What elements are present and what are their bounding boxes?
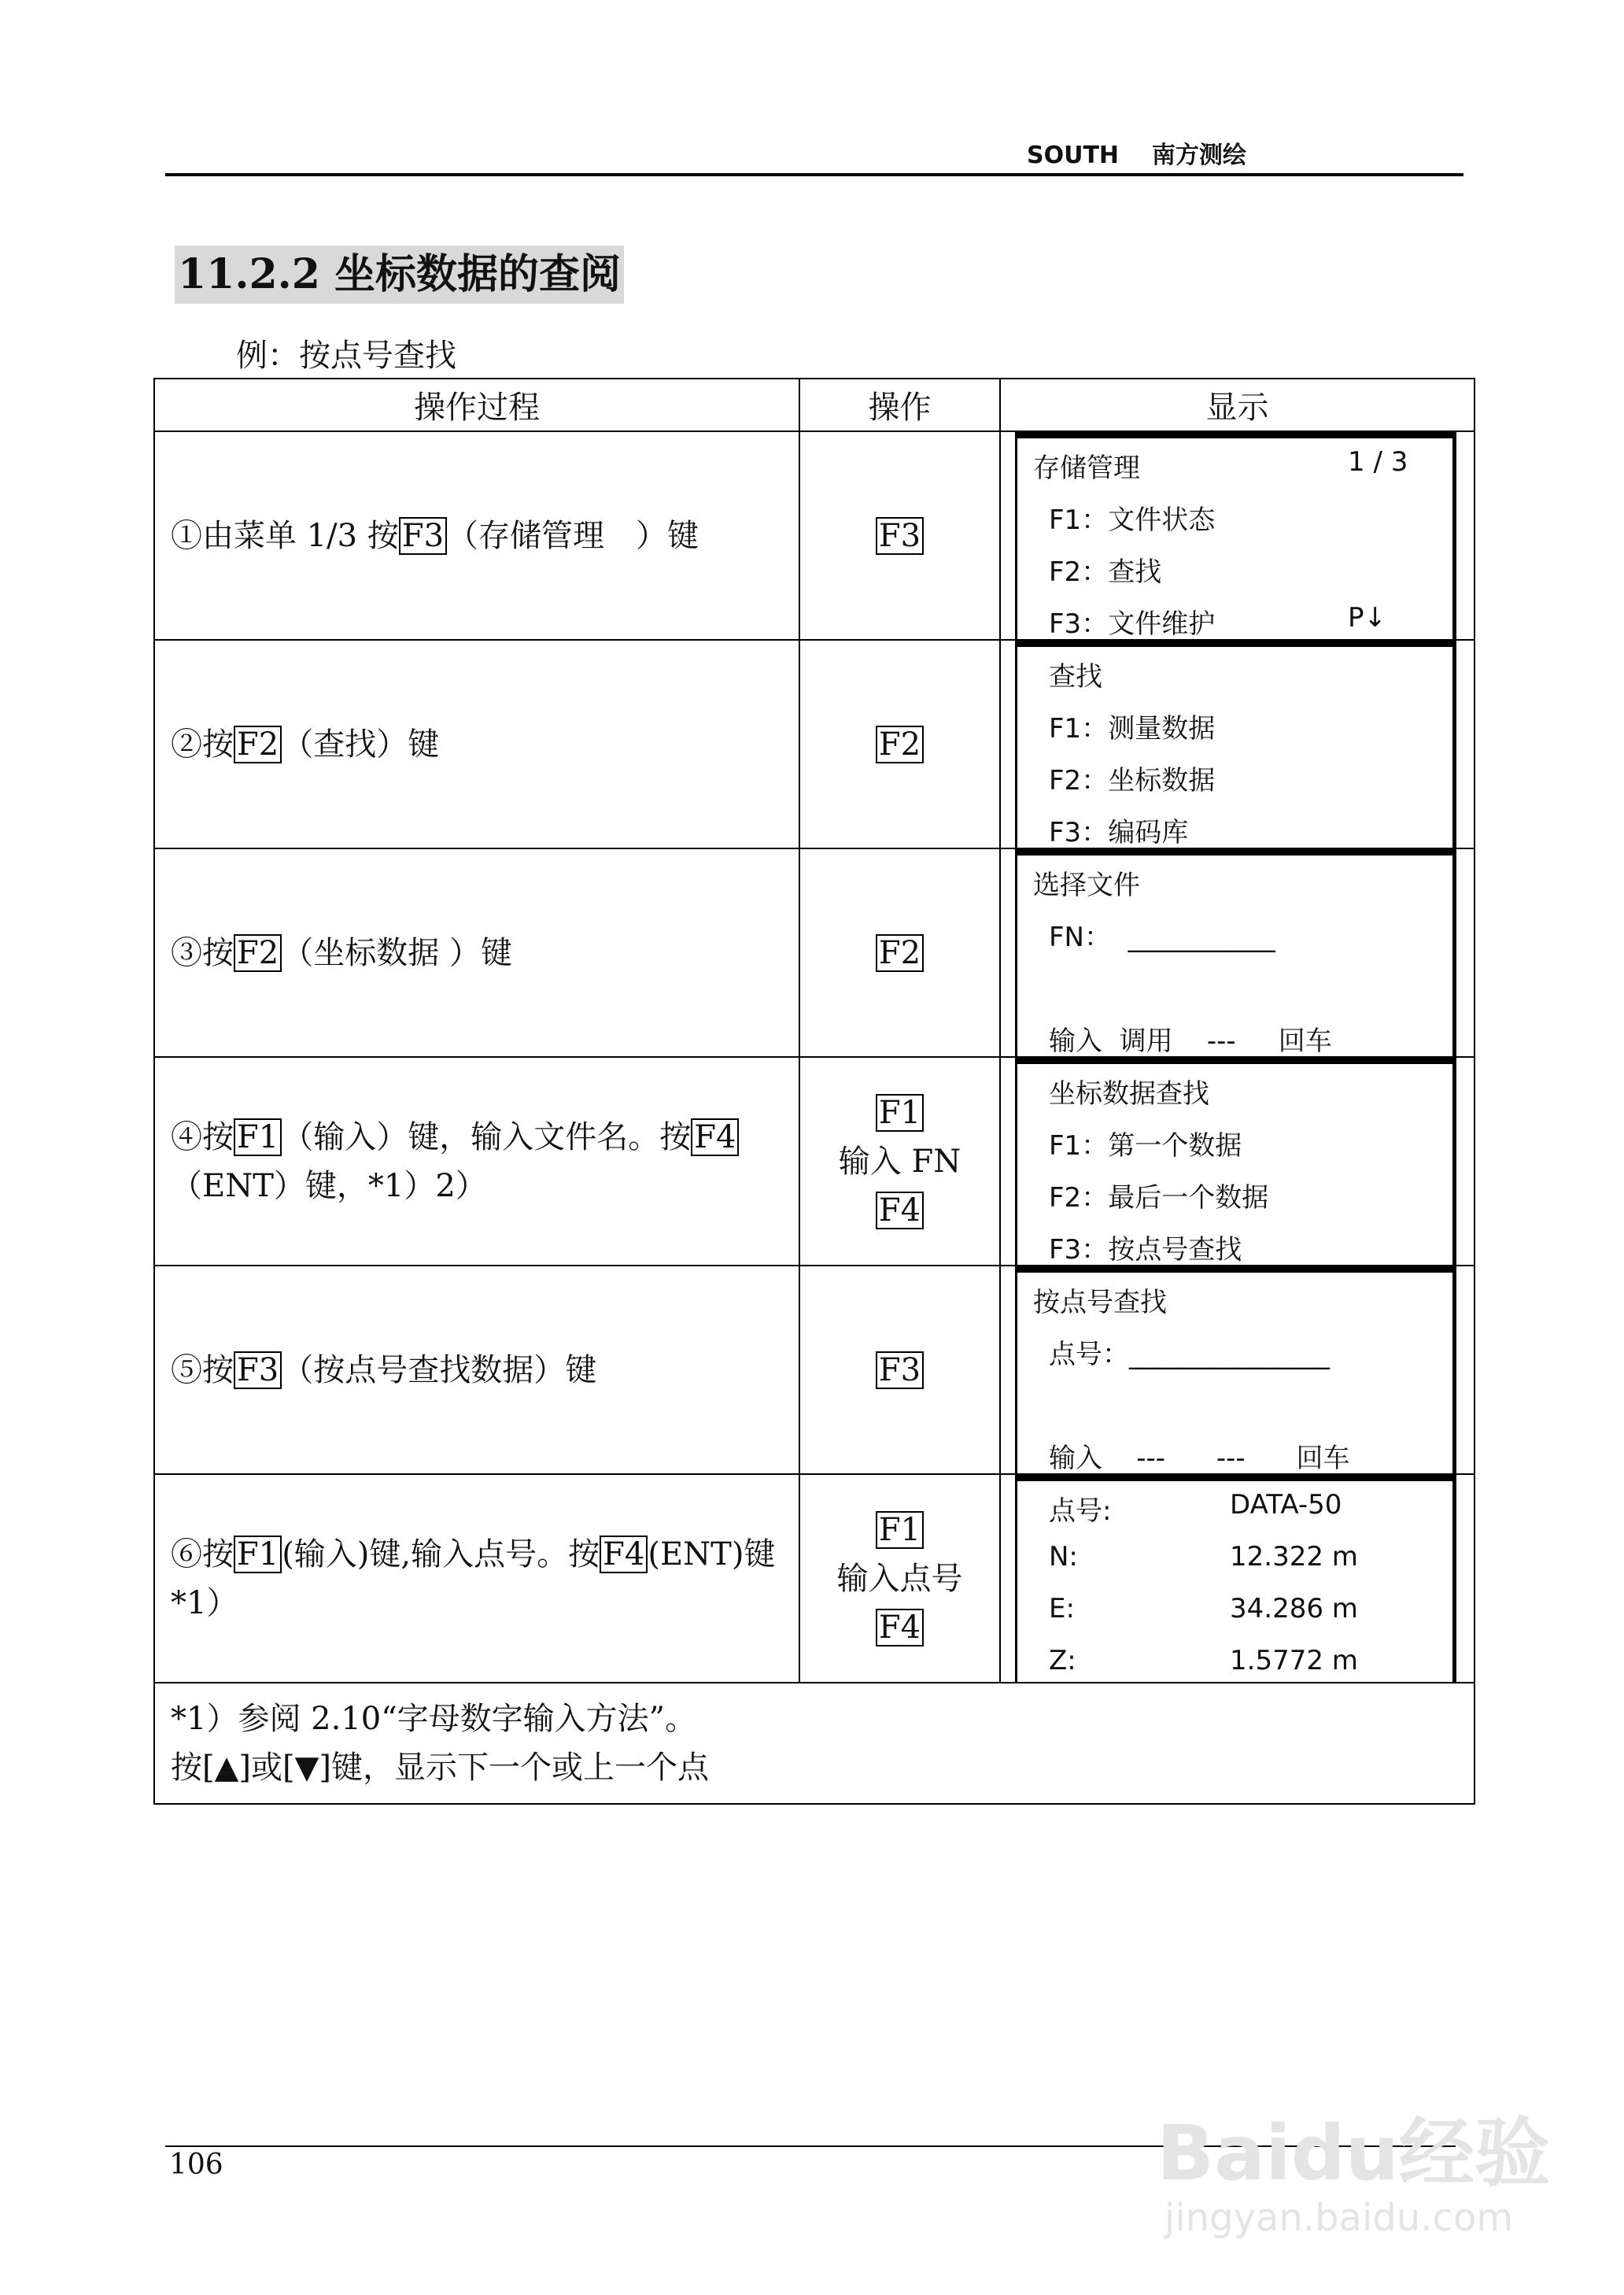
brand: SOUTH (1027, 142, 1120, 169)
lcd-screen (1015, 1058, 1456, 1265)
process-text: （ENT）键，*1）2） (171, 1167, 487, 1204)
process-text: ②按 (171, 726, 234, 763)
table-row (154, 1474, 1475, 1683)
process-text: （按点号查找数据）键 (282, 1351, 597, 1388)
display-cell (1000, 640, 1475, 848)
lcd-value: 12.322 m (1230, 1541, 1358, 1572)
key-label: F2 (876, 726, 924, 763)
operation-cell (799, 1057, 1000, 1266)
lcd-value: 34.286 m (1230, 1593, 1358, 1624)
key-label: F4 (876, 1609, 924, 1646)
lcd-line: 输入 --- --- 回车 (1049, 1443, 1350, 1474)
watermark-url: jingyan.baidu.com (1164, 2196, 1513, 2240)
table-row (154, 848, 1475, 1057)
page-number: 106 (169, 2149, 223, 2181)
lcd-line: F2：坐标数据 (1049, 765, 1216, 796)
lcd-line: 输入 调用 --- 回车 (1049, 1026, 1332, 1057)
display-cell (1000, 1057, 1475, 1266)
lcd-line: F2：查找 (1049, 556, 1162, 588)
operation-text: 输入 FN (838, 1143, 961, 1180)
process-cell (154, 1266, 799, 1474)
operation-cell (799, 640, 1000, 848)
lcd-value: 1 / 3 (1348, 446, 1408, 478)
lcd-line: E: (1049, 1593, 1075, 1624)
process-cell (154, 431, 799, 640)
table-row (154, 1266, 1475, 1474)
note: *1）参阅 2.10“字母数字输入方法”。 (171, 1701, 697, 1737)
lcd-value: P↓ (1348, 602, 1386, 634)
operation-cell (799, 848, 1000, 1057)
process-cell (154, 640, 799, 848)
lcd-screen (1015, 432, 1456, 639)
operation-cell (799, 431, 1000, 640)
key-label: F3 (399, 517, 447, 555)
key-label: F1 (234, 1118, 282, 1156)
company: 南方测绘 (1151, 142, 1246, 169)
process-cell (154, 848, 799, 1057)
lcd-line: FN： ___________ (1049, 922, 1275, 953)
key-label: F1 (234, 1536, 282, 1573)
col-header-display: 显示 (1000, 379, 1475, 431)
key-label: F3 (876, 1351, 924, 1389)
lcd-line: 点号: (1049, 1495, 1112, 1527)
lcd-line: F3：按点号查找 (1049, 1234, 1242, 1266)
lcd-line: N: (1049, 1541, 1078, 1572)
display-cell (1000, 431, 1475, 640)
lcd-line: F1：第一个数据 (1049, 1130, 1242, 1162)
process-text: ①由菜单 1/3 按 (171, 517, 399, 554)
lcd-line: F2：最后一个数据 (1049, 1182, 1269, 1214)
key-label: F3 (234, 1351, 282, 1389)
lcd-value: DATA-50 (1230, 1489, 1342, 1521)
process-text: (ENT)键*1） (171, 1536, 776, 1621)
table-row (154, 1057, 1475, 1266)
lcd-line: 点号：_______________ (1049, 1339, 1330, 1370)
col-header-process: 操作过程 (154, 379, 799, 431)
process-cell (154, 1057, 799, 1266)
key-label: F2 (234, 934, 282, 972)
procedure-table (153, 378, 1475, 1805)
col-header-operation: 操作 (799, 379, 1000, 431)
lcd-line: Z: (1049, 1645, 1076, 1676)
lcd-line: F3：文件维护 (1049, 608, 1216, 640)
process-text: （输入）键，输入文件名。按 (282, 1118, 692, 1155)
lcd-line: F3：编码库 (1049, 817, 1189, 848)
process-text: ⑤按 (171, 1351, 234, 1388)
lcd-line: 选择文件 (1033, 870, 1140, 901)
note: 按[▲]或[▼]键，显示下一个或上一个点 (171, 1750, 709, 1786)
process-text: (输入)键,输入点号。按 (282, 1536, 600, 1572)
lcd-line: 按点号查找 (1033, 1287, 1167, 1318)
lcd-screen (1015, 641, 1456, 848)
lcd-line: 存储管理 (1033, 453, 1140, 484)
key-label: F2 (234, 726, 282, 763)
process-text: ⑥按 (171, 1536, 234, 1572)
section-title: 11.2.2 坐标数据的查阅 (175, 246, 624, 304)
key-label: F3 (876, 517, 924, 555)
key-label: F4 (600, 1536, 648, 1573)
running-header (1027, 135, 1246, 170)
display-cell (1000, 1474, 1475, 1683)
operation-cell (799, 1474, 1000, 1683)
header-rule (165, 173, 1463, 176)
process-text: （存储管理 ）键 (447, 517, 699, 554)
process-text: （坐标数据 ）键 (282, 934, 512, 971)
process-text: ③按 (171, 934, 234, 971)
key-label: F4 (691, 1118, 739, 1156)
display-cell (1000, 1266, 1475, 1474)
table-row (154, 431, 1475, 640)
key-label: F2 (876, 934, 924, 972)
key-label: F1 (876, 1511, 924, 1549)
notes-cell (154, 1683, 1475, 1804)
table-row (154, 640, 1475, 848)
example-label: 例：按点号查找 (236, 338, 456, 374)
key-label: F4 (876, 1192, 924, 1229)
watermark-logo: Baidu经验 (1157, 2109, 1550, 2197)
process-text: ④按 (171, 1118, 234, 1155)
lcd-value: 1.5772 m (1230, 1645, 1358, 1676)
lcd-screen (1015, 1266, 1456, 1473)
key-label: F1 (876, 1094, 924, 1132)
display-cell (1000, 848, 1475, 1057)
process-cell (154, 1474, 799, 1683)
lcd-line: F1：文件状态 (1049, 504, 1216, 536)
operation-text: 输入点号 (836, 1560, 963, 1597)
lcd-line: F1：测量数据 (1049, 713, 1216, 745)
lcd-line: 坐标数据查找 (1049, 1078, 1209, 1110)
process-text: （查找）键 (282, 726, 440, 763)
lcd-screen (1015, 849, 1456, 1056)
operation-cell (799, 1266, 1000, 1474)
lcd-screen (1015, 1475, 1456, 1682)
lcd-line: 查找 (1049, 661, 1102, 693)
